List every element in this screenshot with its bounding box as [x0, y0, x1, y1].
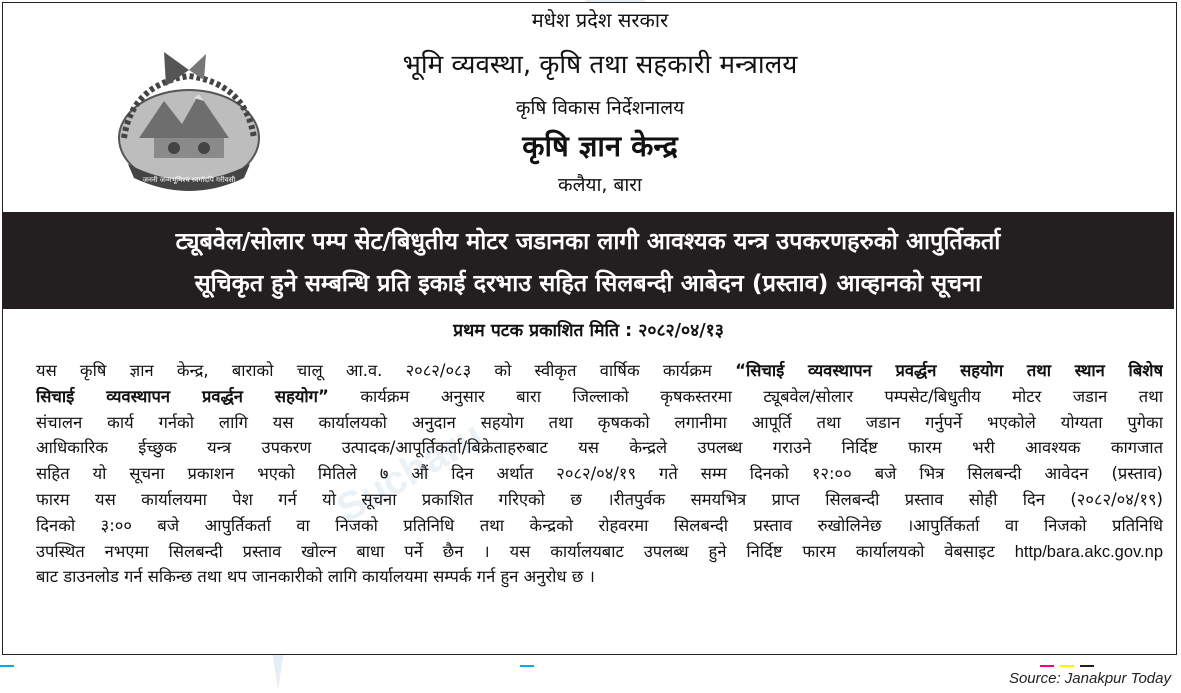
program-name-cont: सिचाई व्यवस्थापन प्रवर्द्धन सहयोग”	[36, 386, 329, 406]
body-line: सहित यो सूचना प्रकाशन भएको मितिले ७ औं दिन अर्थात २०८२/०४/१९ गते सम्म दिनको १२:०० बजे भित्र सिलबन्दी आवेदन (प्रस्ताव)	[36, 464, 1163, 484]
emblem-motto: जननी जन्मभूमिश्च स्वर्गादपि गरीयसी	[142, 176, 236, 184]
print-mark	[1040, 665, 1054, 667]
watermark-text: Sucharu	[329, 413, 491, 532]
source-credit: Source: Janakpur Today	[1008, 670, 1171, 687]
body-line: सिचाई व्यवस्थापन प्रवर्द्धन सहयोग” कार्यक्रम अनुसार बारा जिल्लाको कृषकस्तरमा ट्यूबवेल/सोलार पम्पसेट/बिधुतीय मोटर जडान तथा	[36, 386, 1163, 406]
website-link[interactable]: http/bara.akc.gov.np	[1014, 542, 1163, 561]
program-name: “सिचाई व्यवस्थापन प्रवर्द्धन सहयोग तथा स्थान बिशेष	[735, 361, 1163, 380]
office-name: कृषि ज्ञान केन्द्र	[522, 129, 678, 163]
notice-title-line-2: सूचिकृत हुने सम्बन्धि प्रति इकाई दरभाउ सहित सिलबन्दी आबेदन (प्रस्ताव) आव्हानको सूचना	[194, 269, 982, 297]
ministry-name: भूमि व्यवस्था, कृषि तथा सहकारी मन्त्रालय	[402, 50, 798, 80]
print-mark	[1080, 665, 1094, 667]
body-line: दिनको ३:०० बजे आपुर्तिकर्ता वा निजको प्रतिनिधि तथा केन्द्रको रोहवरमा सिलबन्दी प्रस्ताव रुखोलिनेछ ।आपुर्तिकर्ता वा निजको प्रतिनिधि	[36, 515, 1163, 535]
body-line: बाट डाउनलोड गर्न सकिन्छ तथा थप जानकारीको लागि कार्यालयमा सम्पर्क गर्न हुन अनुरोध छ ।	[36, 567, 595, 587]
print-mark	[0, 665, 14, 667]
body-line: उपस्थित नभएमा सिलबन्दी प्रस्ताव खोल्न बाधा पर्ने छैन । यस कार्यालयबाट उपलब्ध हुने निर्दिष्ट फारम कार्यालयको वेबसाइट http/bara.akc.gov.np	[36, 541, 1163, 561]
body-line: फारम यस कार्यालयमा पेश गर्न यो सूचना प्रकाशित गरिएको छ ।रीतपुर्वक समयभित्र प्राप्त सिलबन्दी प्रस्ताव सोही दिन (२०८२/०४/१९)	[36, 489, 1163, 509]
print-mark	[520, 665, 534, 667]
body-line: यस कृषि ज्ञान केन्द्र, बाराको चालू आ.व. २०८२/०८३ को स्वीकृत वार्षिक कार्यक्रम “सिचाई व्यवस्थापन प्रवर्द्धन सहयोग तथा स्थान बिशेष	[36, 361, 1163, 380]
body-line: आधिकारिक ईच्छुक यन्त्र उपकरण उत्पादक/आपूर्तिकर्ता/बिक्रेताहरुबाट यस केन्द्रले उपलब्ध गराउने निर्दिष्ट फारम भरी आवश्यक कागजात	[36, 438, 1163, 458]
notice-body	[36, 358, 1163, 590]
nepal-coat-of-arms-icon	[104, 46, 274, 194]
body-line: संचालन कार्य गर्नको लागि यस कार्यालयको अनुदान सहयोग तथा कृषकको लगानीमा आपूर्ति तथा जडान गर्नुपर्ने भएकोले योग्यता पुगेका	[36, 412, 1163, 432]
notice-title-banner	[2, 212, 1174, 309]
print-mark	[1060, 665, 1074, 667]
directorate-name: कृषि विकास निर्देशनालय	[515, 97, 685, 119]
notice-title-line-1: ट्यूबवेल/सोलार पम्प सेट/बिधुतीय मोटर जडानका लागी आवश्यक यन्त्र उपकरणहरुको आपुर्तिकर्ता	[175, 227, 1001, 255]
office-location: कलैया, बारा	[558, 174, 642, 196]
government-name: मधेश प्रदेश सरकार	[531, 8, 669, 32]
publication-date: प्रथम पटक प्रकाशित मिति : २०८२/०४/१३	[453, 321, 724, 341]
